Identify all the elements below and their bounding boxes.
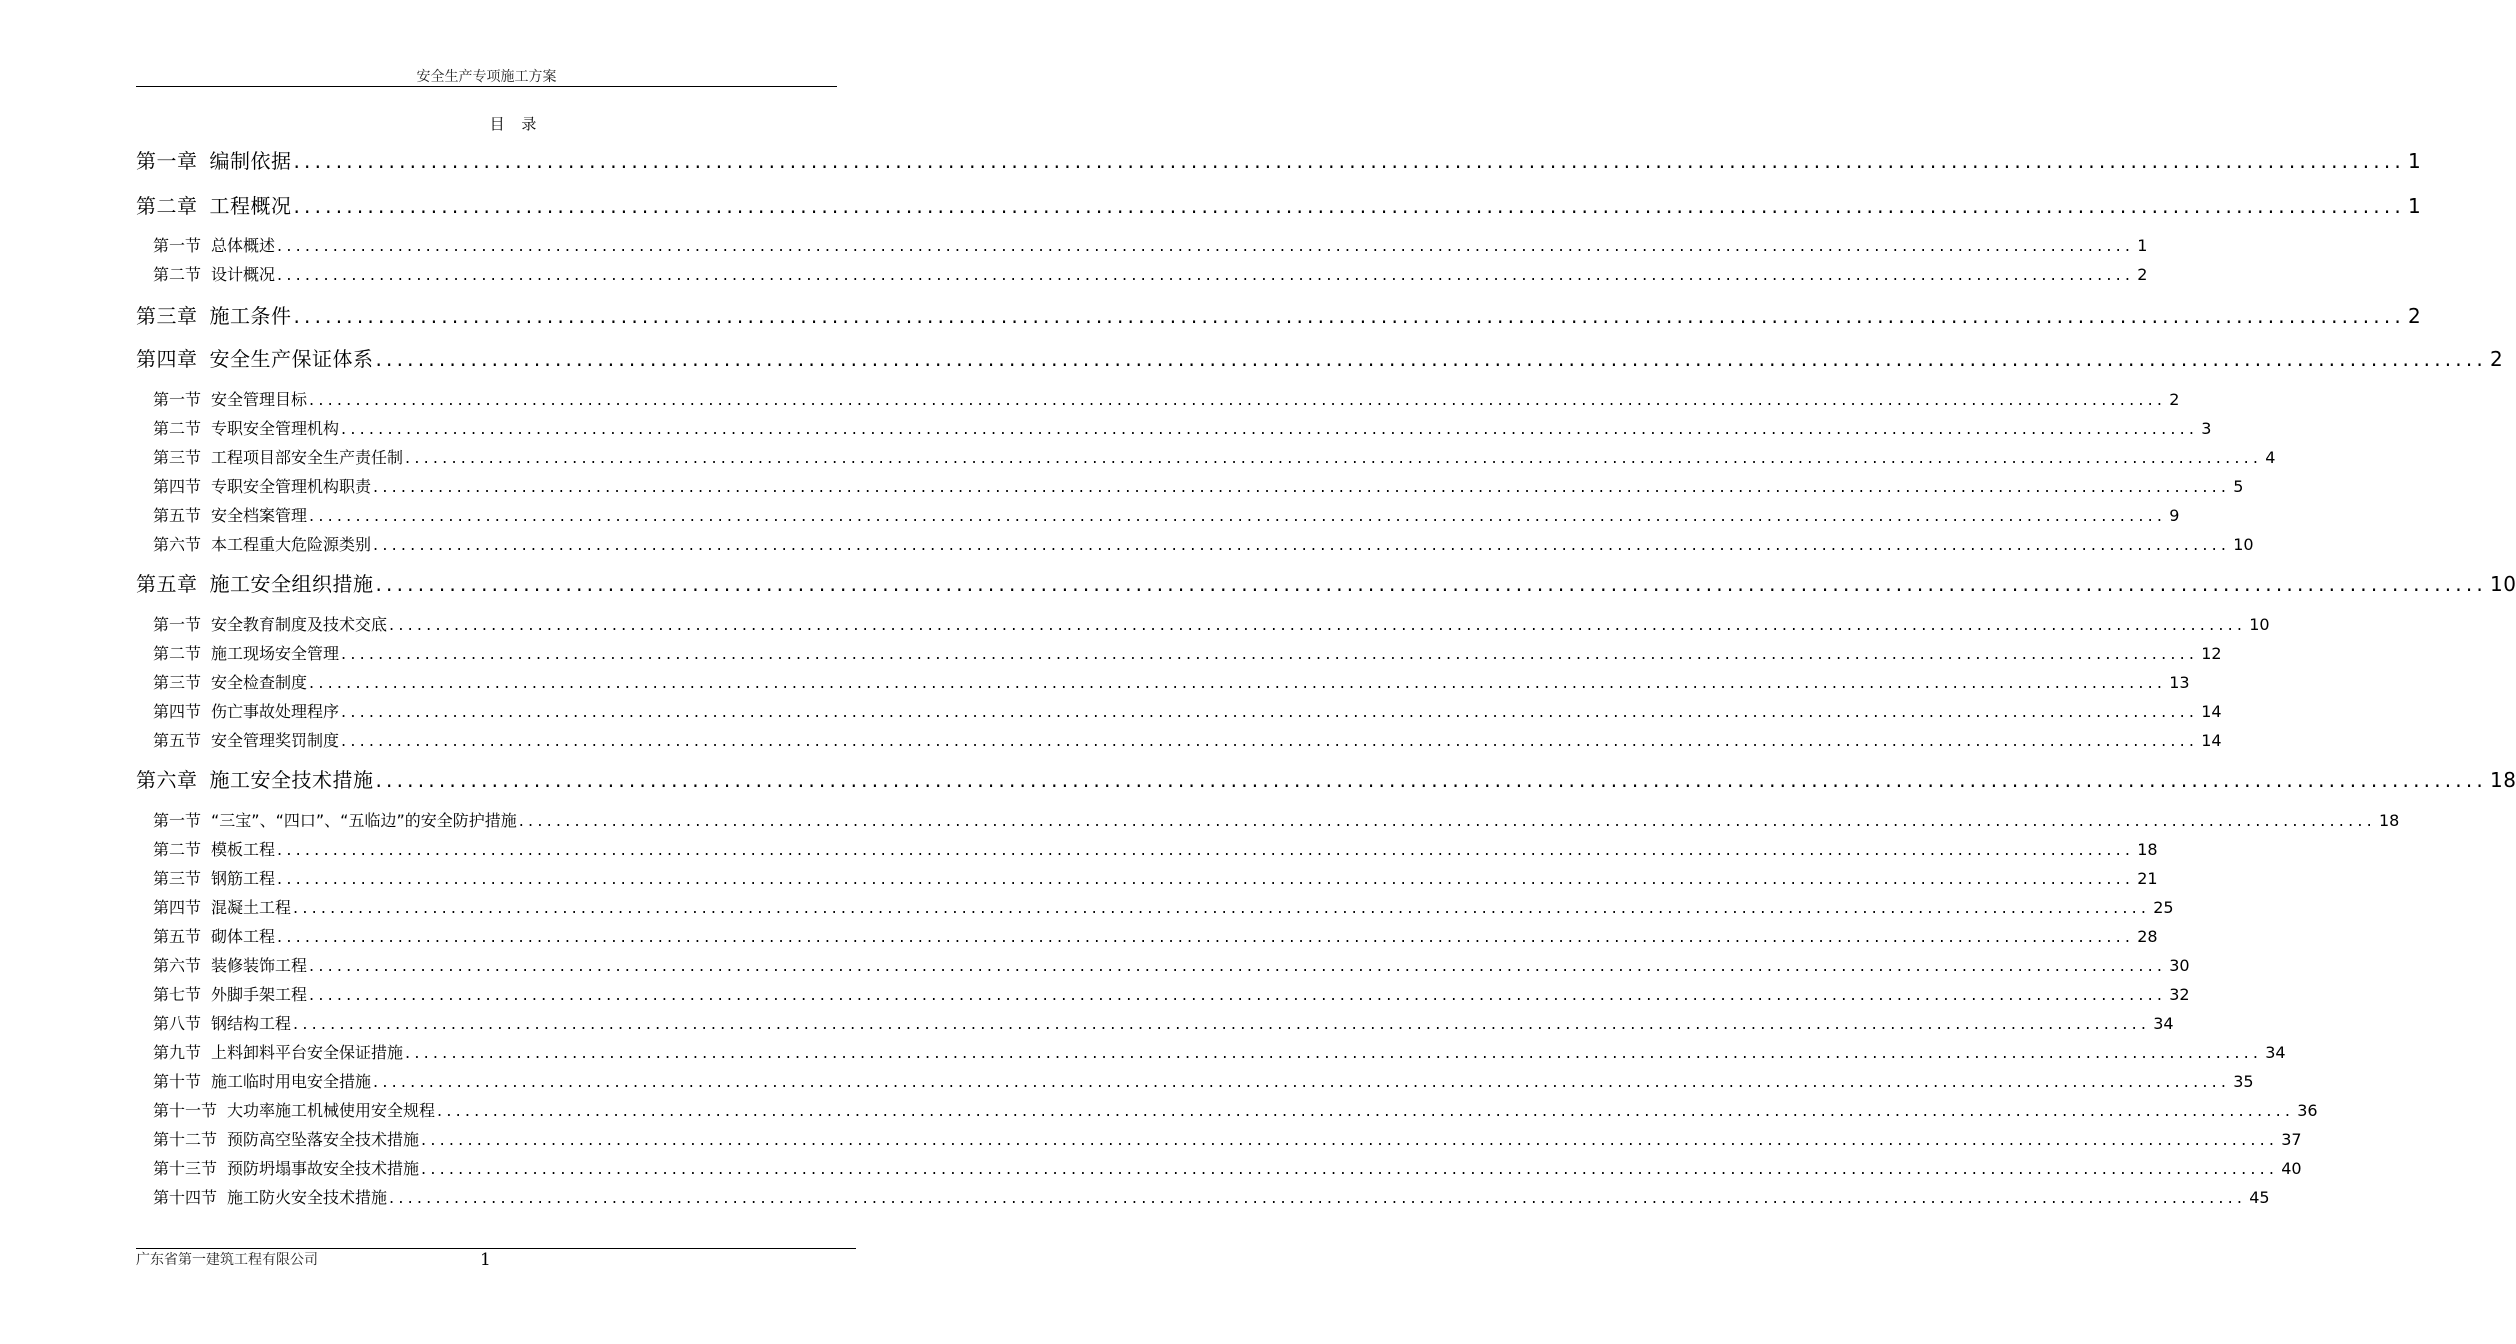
toc-entry-number: 第二章 — [136, 194, 198, 218]
toc-entry-number: 第三节 — [153, 448, 202, 467]
toc-dot-leader: ........................................................................................................................................................................................................ — [341, 731, 2199, 750]
toc-section-entry[interactable] — [153, 445, 2276, 468]
toc-entry-label: 施工临时用电安全措施 — [211, 1072, 372, 1091]
toc-entry-page: 4 — [2265, 448, 2276, 467]
toc-dot-leader: ........................................................................................................................................................................................................ — [309, 506, 2167, 525]
toc-entry-label: 外脚手架工程 — [211, 985, 308, 1004]
toc-entry-label: 安全教育制度及技术交底 — [211, 615, 388, 634]
toc-dot-leader: ........................................................................................................................................................................................................ — [373, 1072, 2231, 1091]
toc-entry-label: 钢结构工程 — [211, 1014, 292, 1033]
toc-section-entry[interactable] — [153, 233, 2148, 256]
toc-entry-page: 2 — [2407, 304, 2422, 328]
toc-entry-number: 第十三节 — [153, 1159, 218, 1178]
toc-entry-page: 18 — [2378, 811, 2400, 830]
toc-section-entry[interactable] — [153, 387, 2180, 410]
toc-entry-label: 专职安全管理机构职责 — [211, 477, 372, 496]
toc-entry-number: 第二节 — [153, 840, 202, 859]
toc-entry-number: 第八节 — [153, 1014, 202, 1033]
toc-dot-leader: ........................................................................................................................................................................................................ — [437, 1101, 2295, 1120]
toc-section-entry[interactable] — [153, 1098, 2318, 1121]
toc-entry-label: 专职安全管理机构 — [211, 419, 340, 438]
toc-section-entry[interactable] — [153, 612, 2270, 635]
toc-dot-leader: ........................................................................................................................................................................................................ — [293, 898, 2151, 917]
toc-section-entry[interactable] — [153, 1185, 2270, 1208]
toc-entry-label: 工程项目部安全生产责任制 — [211, 448, 404, 467]
toc-entry-number: 第二节 — [153, 265, 202, 284]
toc-entry-page: 40 — [2281, 1159, 2302, 1178]
toc-entry-number: 第一节 — [153, 390, 202, 409]
toc-entry-page: 28 — [2137, 927, 2158, 946]
toc-dot-leader: ........................................................................................................................................................................................................ — [421, 1159, 2279, 1178]
toc-section-entry[interactable] — [153, 837, 2158, 860]
toc-chapter-entry[interactable] — [136, 568, 2516, 597]
toc-entry-number: 第七节 — [153, 985, 202, 1004]
footer-page-number: 1 — [480, 1250, 491, 1270]
toc-entry-label: 伤亡事故处理程序 — [211, 702, 340, 721]
toc-dot-leader: ........................................................................................................................................................................................................ — [341, 702, 2199, 721]
toc-entry-number: 第三节 — [153, 869, 202, 888]
toc-entry-label: 总体概述 — [211, 236, 276, 255]
toc-dot-leader: ........................................................................................................................................................................................................ — [421, 1130, 2279, 1149]
toc-section-entry[interactable] — [153, 416, 2212, 439]
toc-entry-label: 施工现场安全管理 — [211, 644, 340, 663]
toc-dot-leader: ........................................................................................................................................................................................................ — [373, 535, 2231, 554]
toc-entry-number: 第十节 — [153, 1072, 202, 1091]
toc-dot-leader: ........................................................................................................................................................................................................ — [277, 236, 2135, 255]
footer-company: 广东省第一建筑工程有限公司 — [136, 1252, 318, 1268]
toc-entry-page: 2 — [2489, 347, 2504, 371]
toc-entry-page: 5 — [2233, 477, 2244, 496]
toc-entry-page: 2 — [2169, 390, 2180, 409]
toc-entry-page: 1 — [2407, 194, 2422, 218]
toc-dot-leader: ........................................................................................................................................................................................................ — [277, 927, 2135, 946]
toc-entry-page: 18 — [2137, 840, 2158, 859]
toc-entry-label: “三宝”、“四口”、“五临边”的安全防护措施 — [211, 811, 517, 830]
toc-section-entry[interactable] — [153, 641, 2222, 664]
toc-dot-leader: ........................................................................................................................................................................................................ — [309, 985, 2167, 1004]
toc-entry-label: 上料卸料平台安全保证措施 — [211, 1043, 404, 1062]
toc-entry-number: 第四章 — [136, 347, 198, 371]
toc-entry-page: 25 — [2153, 898, 2174, 917]
toc-entry-page: 1 — [2137, 236, 2148, 255]
toc-entry-number: 第一节 — [153, 236, 202, 255]
toc-entry-label: 混凝土工程 — [211, 898, 292, 917]
toc-entry-label: 安全管理奖罚制度 — [211, 731, 340, 750]
toc-entry-page: 18 — [2489, 768, 2516, 792]
toc-entry-page: 10 — [2489, 572, 2516, 596]
toc-dot-leader: ........................................................................................................................................................................................................ — [309, 673, 2167, 692]
toc-entry-number: 第三章 — [136, 304, 198, 328]
toc-section-entry[interactable] — [153, 924, 2158, 947]
toc-entry-page: 35 — [2233, 1072, 2254, 1091]
toc-entry-label: 安全档案管理 — [211, 506, 308, 525]
toc-chapter-entry[interactable] — [136, 343, 2504, 372]
toc-entry-page: 9 — [2169, 506, 2180, 525]
page-header-title: 安全生产专项施工方案 — [416, 69, 557, 85]
toc-title: 目 录 — [489, 115, 543, 133]
toc-entry-page: 30 — [2169, 956, 2190, 975]
toc-entry-page: 1 — [2407, 149, 2422, 173]
toc-chapter-entry[interactable] — [136, 300, 2422, 329]
toc-entry-number: 第二节 — [153, 419, 202, 438]
toc-chapter-entry[interactable] — [136, 764, 2516, 793]
toc-entry-label: 安全检查制度 — [211, 673, 308, 692]
toc-entry-page: 3 — [2201, 419, 2212, 438]
toc-section-entry[interactable] — [153, 1069, 2254, 1092]
toc-dot-leader: ........................................................................................................................................................................................................ — [293, 149, 2405, 173]
toc-section-entry[interactable] — [153, 503, 2180, 526]
toc-entry-page: 37 — [2281, 1130, 2302, 1149]
toc-entry-label: 施工安全技术措施 — [209, 768, 374, 792]
toc-entry-label: 工程概况 — [209, 194, 292, 218]
toc-chapter-entry[interactable] — [136, 190, 2422, 219]
toc-dot-leader: ........................................................................................................................................................................................................ — [277, 265, 2135, 284]
toc-dot-leader: ........................................................................................................................................................................................................ — [293, 1014, 2151, 1033]
toc-entry-page: 13 — [2169, 673, 2190, 692]
toc-entry-page: 12 — [2201, 644, 2222, 663]
toc-section-entry[interactable] — [153, 1127, 2302, 1150]
toc-dot-leader: ........................................................................................................................................................................................................ — [518, 811, 2376, 830]
toc-section-entry[interactable] — [153, 866, 2158, 889]
toc-dot-leader: ........................................................................................................................................................................................................ — [293, 304, 2405, 328]
toc-dot-leader: ........................................................................................................................................................................................................ — [293, 194, 2405, 218]
toc-entry-label: 安全管理目标 — [211, 390, 308, 409]
toc-dot-leader: ........................................................................................................................................................................................................ — [373, 477, 2231, 496]
toc-entry-number: 第一节 — [153, 811, 202, 830]
toc-entry-number: 第四节 — [153, 898, 202, 917]
toc-dot-leader: ........................................................................................................................................................................................................ — [405, 448, 2263, 467]
toc-section-entry[interactable] — [153, 728, 2222, 751]
toc-entry-number: 第十四节 — [153, 1188, 218, 1207]
toc-entry-label: 设计概况 — [211, 265, 276, 284]
toc-entry-page: 45 — [2249, 1188, 2270, 1207]
toc-entry-number: 第三节 — [153, 673, 202, 692]
toc-entry-page: 14 — [2201, 702, 2222, 721]
toc-entry-number: 第五节 — [153, 506, 202, 525]
toc-entry-label: 施工安全组织措施 — [209, 572, 374, 596]
toc-dot-leader: ........................................................................................................................................................................................................ — [341, 644, 2199, 663]
toc-dot-leader: ........................................................................................................................................................................................................ — [389, 615, 2247, 634]
toc-entry-label: 钢筋工程 — [211, 869, 276, 888]
toc-section-entry[interactable] — [153, 1156, 2302, 1179]
toc-entry-label: 预防坍塌事故安全技术措施 — [227, 1159, 420, 1178]
toc-entry-number: 第十二节 — [153, 1130, 218, 1149]
toc-entry-label: 安全生产保证体系 — [209, 347, 374, 371]
toc-entry-number: 第六章 — [136, 768, 198, 792]
toc-dot-leader: ........................................................................................................................................................................................................ — [375, 768, 2487, 792]
header-divider — [136, 86, 837, 87]
toc-entry-label: 本工程重大危险源类别 — [211, 535, 372, 554]
toc-section-entry[interactable] — [153, 699, 2222, 722]
toc-section-entry[interactable] — [153, 1040, 2286, 1063]
toc-section-entry[interactable] — [153, 982, 2190, 1005]
toc-section-entry[interactable] — [153, 808, 2400, 831]
toc-dot-leader: ........................................................................................................................................................................................................ — [375, 572, 2487, 596]
toc-entry-page: 34 — [2265, 1043, 2286, 1062]
toc-entry-number: 第九节 — [153, 1043, 202, 1062]
toc-dot-leader: ........................................................................................................................................................................................................ — [375, 347, 2487, 371]
toc-entry-label: 施工防火安全技术措施 — [227, 1188, 388, 1207]
toc-entry-label: 施工条件 — [209, 304, 292, 328]
toc-entry-number: 第四节 — [153, 702, 202, 721]
toc-section-entry[interactable] — [153, 262, 2148, 285]
toc-entry-number: 第五章 — [136, 572, 198, 596]
toc-entry-number: 第六节 — [153, 535, 202, 554]
toc-dot-leader: ........................................................................................................................................................................................................ — [405, 1043, 2263, 1062]
toc-entry-label: 装修装饰工程 — [211, 956, 308, 975]
toc-section-entry[interactable] — [153, 953, 2190, 976]
toc-entry-label: 预防高空坠落安全技术措施 — [227, 1130, 420, 1149]
toc-entry-page: 32 — [2169, 985, 2190, 1004]
toc-dot-leader: ........................................................................................................................................................................................................ — [277, 869, 2135, 888]
toc-entry-number: 第五节 — [153, 927, 202, 946]
toc-entry-label: 编制依据 — [209, 149, 292, 173]
toc-entry-page: 21 — [2137, 869, 2158, 888]
toc-section-entry[interactable] — [153, 474, 2244, 497]
toc-section-entry[interactable] — [153, 670, 2190, 693]
toc-entry-page: 34 — [2153, 1014, 2174, 1033]
toc-entry-label: 模板工程 — [211, 840, 276, 859]
toc-section-entry[interactable] — [153, 532, 2254, 555]
toc-entry-number: 第十一节 — [153, 1101, 218, 1120]
toc-entry-page: 2 — [2137, 265, 2148, 284]
toc-entry-label: 砌体工程 — [211, 927, 276, 946]
toc-entry-number: 第一节 — [153, 615, 202, 634]
toc-chapter-entry[interactable] — [136, 145, 2422, 174]
toc-dot-leader: ........................................................................................................................................................................................................ — [277, 840, 2135, 859]
toc-dot-leader: ........................................................................................................................................................................................................ — [309, 956, 2167, 975]
toc-entry-number: 第一章 — [136, 149, 198, 173]
toc-entry-number: 第六节 — [153, 956, 202, 975]
toc-entry-page: 10 — [2233, 535, 2254, 554]
toc-section-entry[interactable] — [153, 1011, 2174, 1034]
toc-entry-label: 大功率施工机械使用安全规程 — [227, 1101, 436, 1120]
toc-entry-page: 36 — [2297, 1101, 2318, 1120]
toc-entry-number: 第五节 — [153, 731, 202, 750]
toc-section-entry[interactable] — [153, 895, 2174, 918]
toc-entry-number: 第二节 — [153, 644, 202, 663]
toc-dot-leader: ........................................................................................................................................................................................................ — [389, 1188, 2247, 1207]
toc-entry-number: 第四节 — [153, 477, 202, 496]
toc-entry-page: 14 — [2201, 731, 2222, 750]
toc-dot-leader: ........................................................................................................................................................................................................ — [341, 419, 2199, 438]
toc-dot-leader: ........................................................................................................................................................................................................ — [309, 390, 2167, 409]
toc-entry-page: 10 — [2249, 615, 2270, 634]
